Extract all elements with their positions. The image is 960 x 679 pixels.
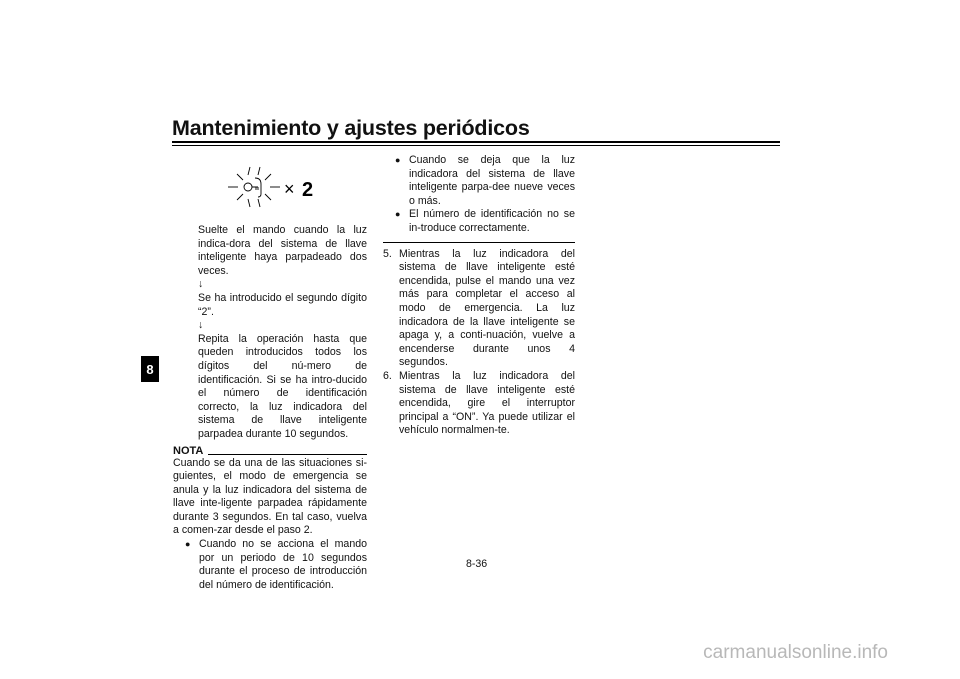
smart-key-indicator-flashing-icon bbox=[224, 164, 320, 214]
nota-rule bbox=[208, 454, 367, 455]
title-rule bbox=[172, 141, 780, 143]
step-text: Mientras la luz indicadora del sistema de llave inteligente esté encendida, gire el interruptor principal a “ON”. Ya puede utilizar el vehículo normalmen-te. bbox=[399, 369, 575, 437]
list-item bbox=[173, 538, 367, 592]
bullet-text: Cuando no se acciona el mando por un periodo de 10 segundos durante el proceso de introducción del número de identificación. bbox=[199, 538, 367, 591]
step-5 bbox=[383, 248, 575, 370]
watermark: carmanualsonline.info bbox=[703, 642, 888, 663]
instruction-release: Suelte el mando cuando la luz indica-dora del sistema de llave inteligente haya parpadeado dos veces. bbox=[198, 224, 367, 277]
left-column bbox=[173, 224, 367, 592]
nota-end-rule bbox=[383, 242, 575, 243]
step-text: Mientras la luz indicadora del sistema de llave inteligente esté encendida, pulse el mando una vez más para completar el acceso al modo de emergencia. La luz indicadora de la llave inteligente se apaga y, a conti-nuación, vuelve a encenderse durante unos 4 segundos. bbox=[399, 247, 575, 369]
down-arrow-icon: ↓ bbox=[198, 319, 204, 332]
page-number: 8-36 bbox=[466, 558, 488, 570]
multiplier-text: 2 bbox=[302, 179, 314, 201]
instruction-repeat: Repita la operación hasta que queden introducidos todos los dígitos del nú-mero de identificación. Si se ha intro-ducido el número de identificación correcto, la luz indicadora del sistema de llave inteligente parpadea durante 10 segundos. bbox=[198, 332, 367, 440]
step-number: 6. bbox=[383, 369, 392, 382]
step-number: 5. bbox=[383, 247, 392, 260]
bullet-text: Cuando se deja que la luz indicadora del sistema de llave inteligente parpa-dee nueve veces o más. bbox=[409, 154, 575, 207]
bullet-text: El número de identificación no se in-troduce correctamente. bbox=[409, 208, 575, 234]
chapter-tab: 8 bbox=[141, 356, 159, 382]
list-item bbox=[383, 154, 575, 208]
title-rule-thin bbox=[172, 145, 780, 146]
page-title: Mantenimiento y ajustes periódicos bbox=[172, 116, 530, 140]
nota-text: Cuando se da una de las situaciones si-guientes, el modo de emergencia se anula y la luz indicadora del sistema de llave inte-ligente parpadea rápidamente durante 3 segundos. En tal caso, vuelva a comen-zar desde el paso 2. bbox=[173, 456, 367, 537]
down-arrow-icon: ↓ bbox=[198, 278, 204, 291]
right-column bbox=[383, 154, 575, 438]
bullet-icon: ● bbox=[395, 209, 401, 220]
bullet-icon: ● bbox=[395, 155, 401, 165]
nota-label: NOTA bbox=[173, 444, 204, 457]
bullet-icon: ● bbox=[185, 539, 191, 550]
list-item bbox=[383, 208, 575, 235]
svg-text:×: × bbox=[284, 179, 295, 199]
step-6 bbox=[383, 370, 575, 438]
nota-heading bbox=[173, 445, 367, 457]
indicator-figure bbox=[224, 164, 320, 214]
instruction-second-digit: Se ha introducido el segundo dígito “2”. bbox=[198, 291, 367, 318]
